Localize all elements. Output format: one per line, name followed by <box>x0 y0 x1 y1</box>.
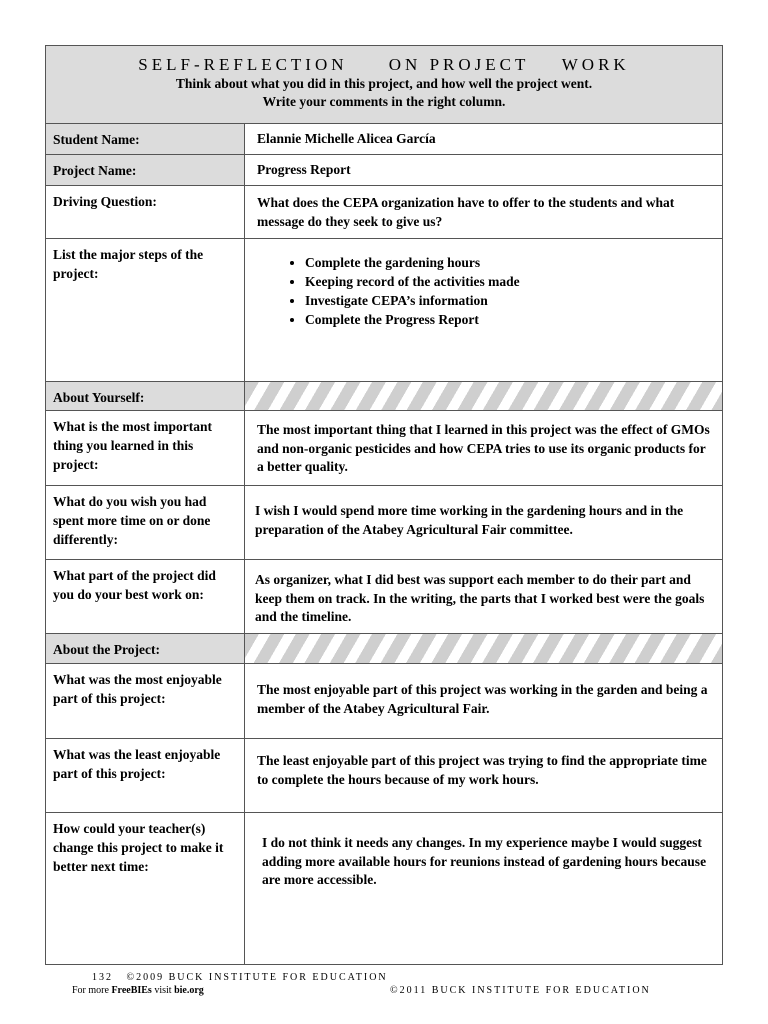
row-project-name <box>46 155 722 186</box>
label-student-name: Student Name: <box>46 124 245 154</box>
list-item: • Complete the gardening hours <box>305 253 710 272</box>
site-link[interactable]: bie.org <box>174 985 204 996</box>
label-best-work: What part of the project did you do your best work on: <box>46 560 245 633</box>
label-about-yourself: About Yourself: <box>46 382 245 410</box>
value-major-steps <box>245 239 722 381</box>
label-most-enjoyable: What was the most enjoyable part of this project: <box>46 664 245 738</box>
list-item: • Keeping record of the activities made <box>305 272 710 291</box>
row-wish <box>46 486 722 560</box>
value-least-enjoyable: The least enjoyable part of this project was trying to find the appropriate time to complete the hours because of my work hours. <box>257 753 707 787</box>
label-driving-question: Driving Question: <box>46 186 245 238</box>
value-wish: I wish I would spend more time working in the gardening hours and in the preparation of the Atabey Agricultural Fair committee. <box>255 503 684 537</box>
form-header <box>46 46 722 124</box>
row-driving-question <box>46 186 722 239</box>
footer-text: visit <box>151 985 175 996</box>
footer-line-1 <box>92 972 388 983</box>
instructions-line-2: Write your comments in the right column. <box>262 94 506 109</box>
reflection-form <box>45 45 723 965</box>
value-student-name: Elannie Michelle Alicea García <box>257 131 436 146</box>
freebies-note <box>72 985 204 996</box>
list-item: • Complete the Progress Report <box>305 310 710 329</box>
label-project-name: Project Name: <box>46 155 245 185</box>
label-about-project: About the Project: <box>46 634 245 663</box>
section-divider-stripes <box>245 382 722 410</box>
row-student-name <box>46 124 722 155</box>
copyright-2011: ©2011 BUCK INSTITUTE FOR EDUCATION <box>390 985 651 996</box>
row-about-project <box>46 634 722 664</box>
value-teacher-change: I do not think it needs any changes. In my experience maybe I would suggest adding more available hours for reunions instead of gardening hours because are more accessible. <box>262 835 707 887</box>
section-divider-stripes <box>245 634 722 663</box>
label-teacher-change: How could your teacher(s) change this project to make it better next time: <box>46 813 245 964</box>
row-about-yourself <box>46 382 722 411</box>
freebies-text: FreeBIEs <box>111 985 152 996</box>
value-learned: The most important thing that I learned in this project was the effect of GMOs and non-organic pesticides and how CEPA tries to use its organic products for a better quality. <box>257 422 710 474</box>
instructions-line-1: Think about what you did in this project, and how well the project went. <box>175 76 593 91</box>
form-title: SELF-REFLECTION ON PROJECT WORK <box>138 55 630 74</box>
row-teacher-change <box>46 813 722 964</box>
label-least-enjoyable: What was the least enjoyable part of this project: <box>46 739 245 812</box>
footer-text: For more <box>72 985 112 996</box>
row-most-enjoyable <box>46 664 722 739</box>
row-major-steps <box>46 239 722 382</box>
label-wish: What do you wish you had spent more time on or done differently: <box>46 486 245 559</box>
copyright-2009: ©2009 BUCK INSTITUTE FOR EDUCATION <box>126 972 388 983</box>
list-item: • Investigate CEPA’s information <box>305 291 710 310</box>
page-number: 132 <box>92 972 113 983</box>
row-best-work <box>46 560 722 634</box>
label-learned: What is the most important thing you learned in this project: <box>46 411 245 485</box>
value-most-enjoyable: The most enjoyable part of this project was working in the garden and being a member of the Atabey Agricultural Fair. <box>257 682 708 716</box>
row-learned <box>46 411 722 486</box>
row-least-enjoyable <box>46 739 722 813</box>
value-driving-question: What does the CEPA organization have to offer to the students and what message do they seek to give us? <box>257 195 675 229</box>
steps-list <box>257 253 710 329</box>
page-footer <box>0 967 768 1024</box>
label-major-steps: List the major steps of the project: <box>46 239 245 381</box>
value-project-name: Progress Report <box>257 162 351 177</box>
value-best-work: As organizer, what I did best was support each member to do their part and keep them on track. In the writing, the parts that I worked best were the goals and the timeline. <box>255 572 705 624</box>
